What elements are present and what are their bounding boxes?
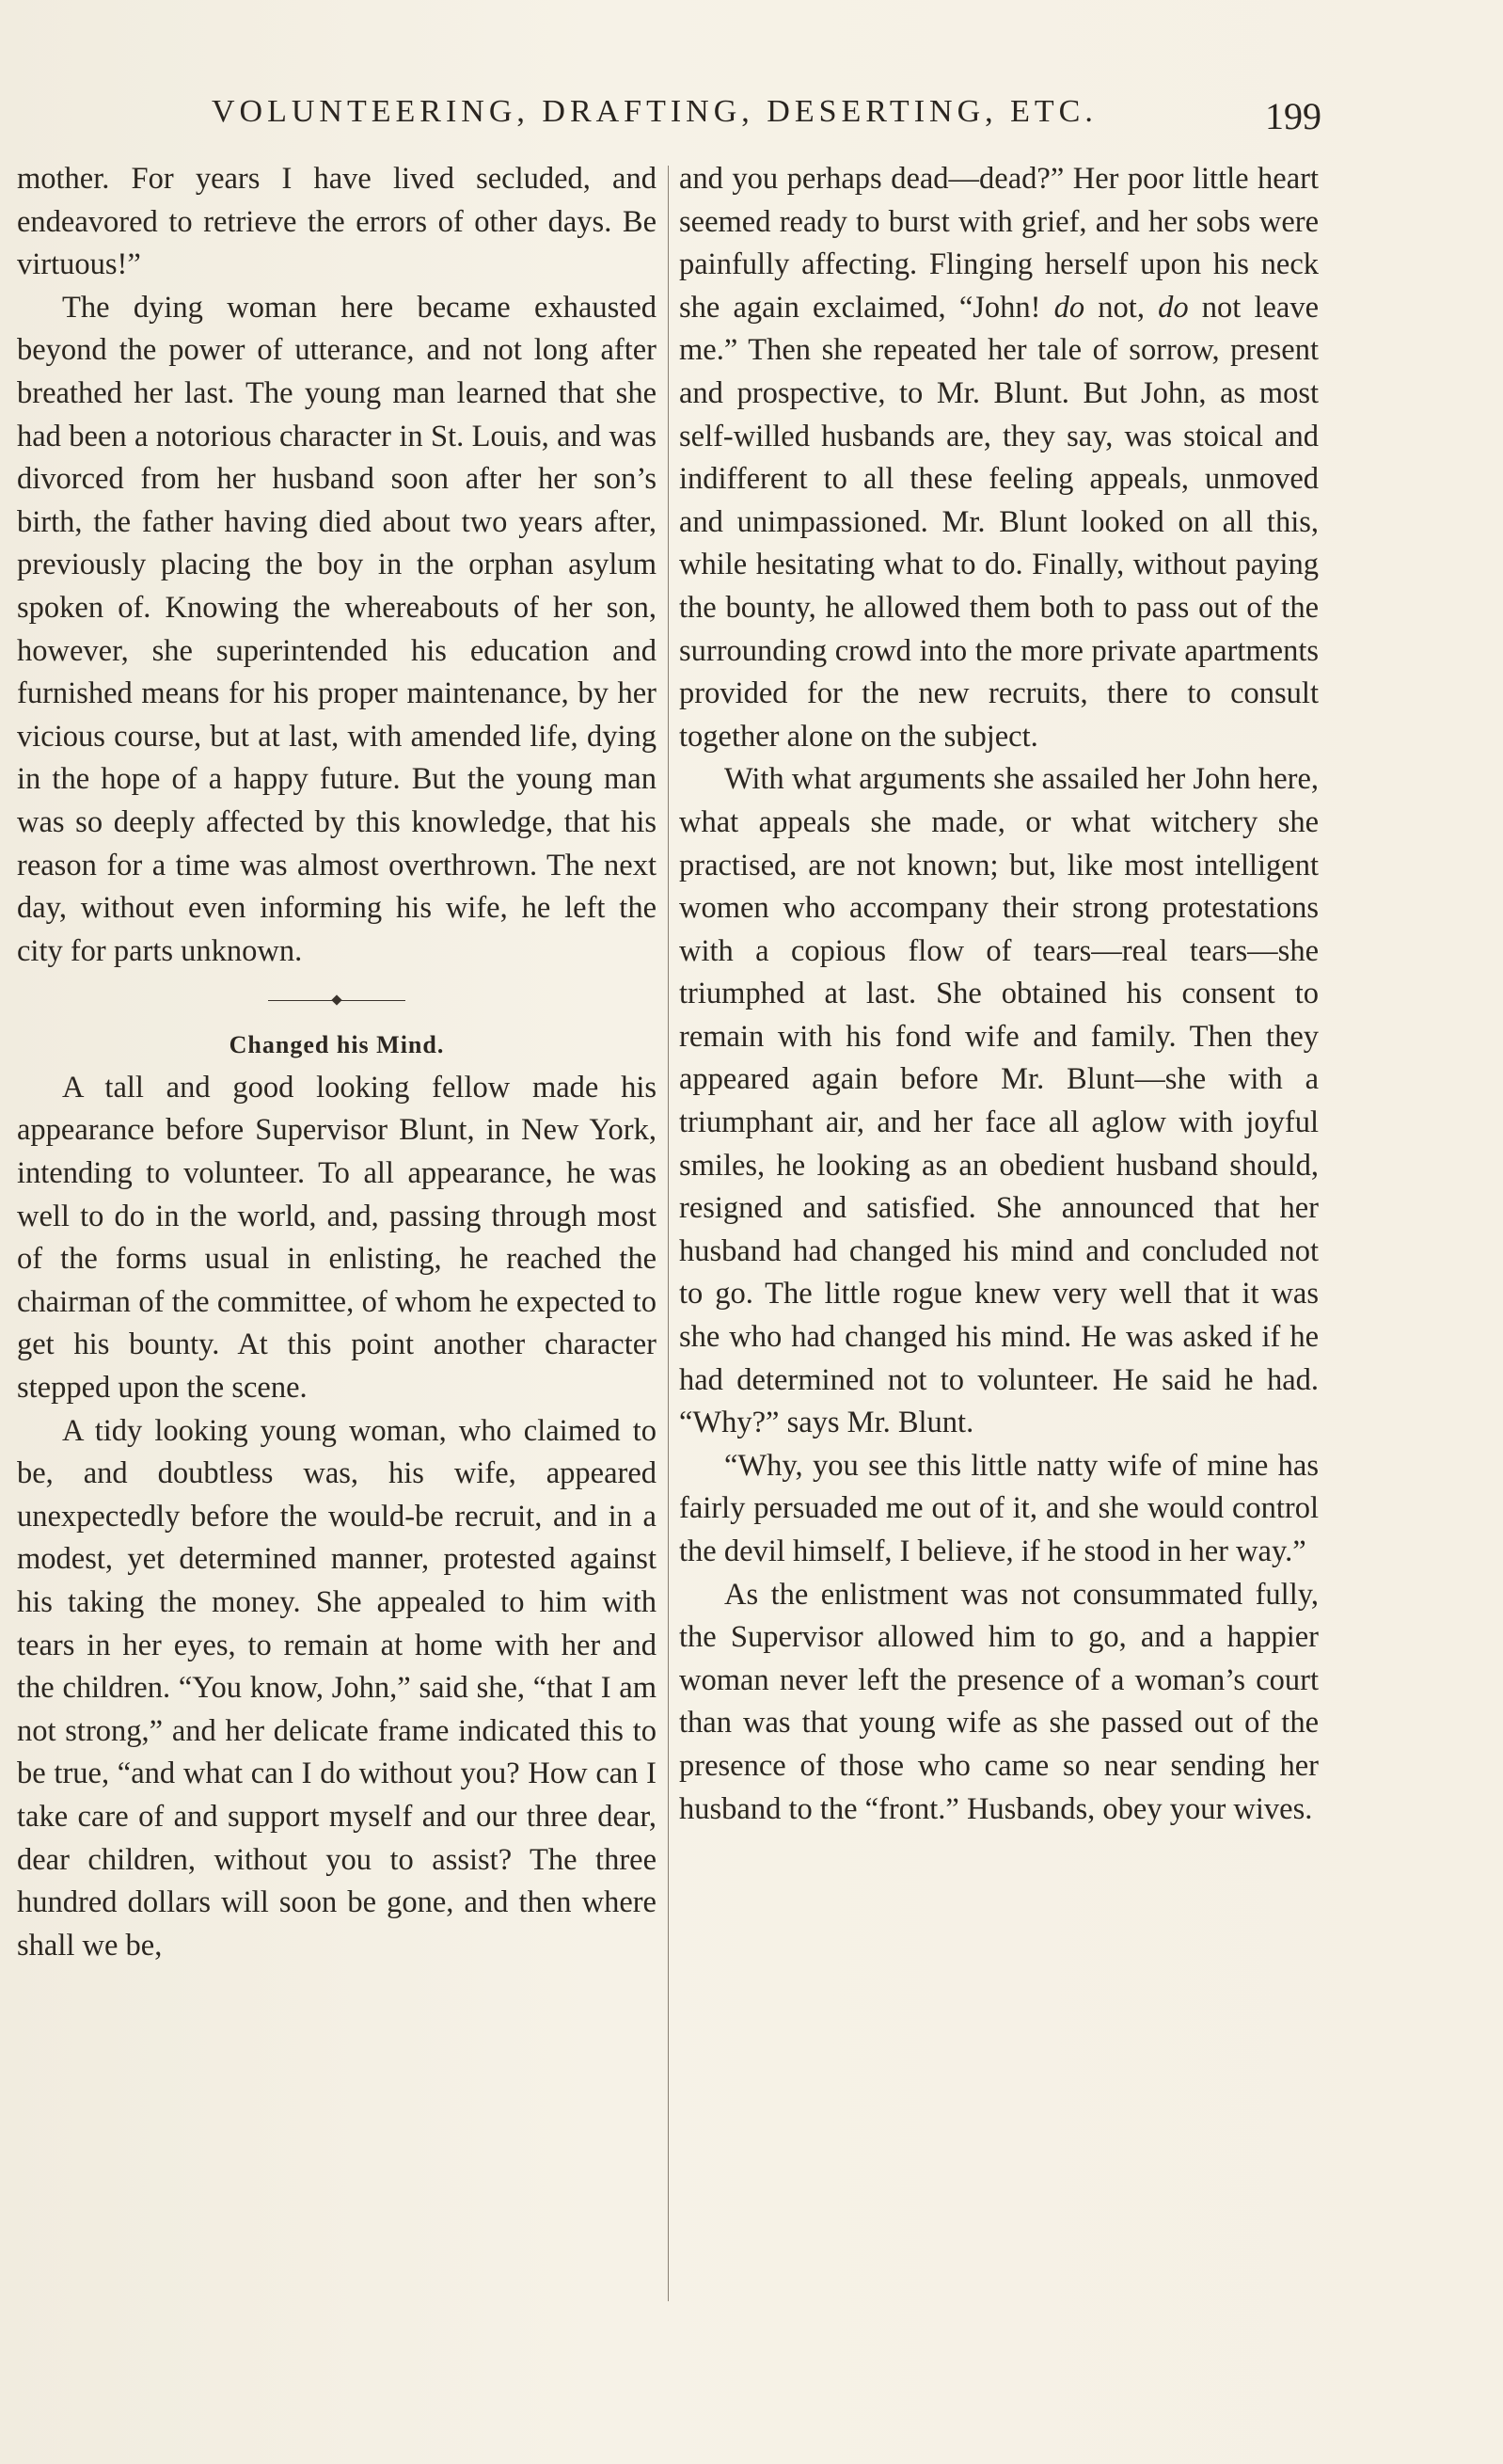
paragraph: A tall and good looking fellow made his appearance before Supervisor Blunt, in New York, intending to volunteer. To all appearance, he was well to do in the world, and, passing through most of the forms usual in enlisting, he reached the chairman of the committee, of whom he expected to get his bounty. At this point another character stepped upon the scene. (17, 1070, 657, 1406)
paragraph: With what arguments she assailed her John here, what appeals she made, or what witchery she practised, are not known; but, like most intelligent women who accompany their strong protestations with a copious flow of tears—real tears—she triumphed at last. She obtained his consent to remain with his fond wife and family. Then they appeared again before Mr. Blunt—she with a triumphant air, and her face all aglow with joyful smiles, he looking as an obedient husband should, resigned and satisfied. She announced that her husband had changed his mind and concluded not to go. The little rogue knew very well that it was she who had changed his mind. He was asked if he had determined not to volunteer. He said he had. “Why?” says Mr. Blunt. (679, 762, 1319, 1440)
text-run: not, (1098, 290, 1145, 325)
running-head (212, 94, 1321, 151)
text-run: not leave me.” Then she repeated her tale of sorrow, present and prospective, to Mr. Blunt. But John, as most self-willed husbands are, they say, was stoical and indifferent to all these feeling appeals, unmoved and unimpassioned. Mr. Blunt looked on all this, while hesitating what to do. Finally, without paying the bounty, he allowed them both to pass out of the surrounding crowd into the more private apartments provided for the new recruits, there to consult together alone on the subject. (679, 290, 1320, 754)
paragraph-continuation: mother. For years I have lived secluded, and endeavored to retrieve the errors of other days. Be virtuous!” (17, 162, 657, 282)
section-heading: Changed his Mind. (229, 1031, 445, 1059)
paragraph: A tidy looking young woman, who claimed to be, and doubtless was, his wife, appeared unexpectedly before the would-be recruit, and in a modest, yet determined manner, protested against his taking the money. She appealed to him with tears in her eyes, to remain at home with her and the children. “You know, John,” said she, “that I am not strong,” and her delicate frame indicated this to be true, “and what can I do without you? How can I take care of and support myself and our three dear, dear children, without you to assist? The three hundred dollars will soon be gone, and then where shall we be, (17, 1413, 657, 1963)
right-column (679, 158, 1319, 1831)
divider-line-right (340, 1000, 405, 1001)
emphasis: do (1158, 290, 1189, 325)
emphasis: do (1053, 290, 1085, 325)
running-title: VOLUNTEERING, DRAFTING, DESERTING, ETC. (212, 94, 1098, 129)
left-column (17, 158, 657, 1967)
paragraph-continuation (679, 158, 1319, 758)
column-rule (668, 166, 669, 2301)
paragraph: As the enlistment was not consummated fully, the Supervisor allowed him to go, and a happier woman never left the presence of a woman’s court than was that young wife as she passed out of the presence of those who came so near sending her husband to the “front.” Husbands, obey your wives. (679, 1577, 1319, 1826)
section-divider (17, 978, 657, 1022)
paragraph: The dying woman here became exhausted beyond the power of utterance, and not long after breathed her last. The young man learned that she had been a notorious character in St. Louis, and was divorced from her husband soon after her son’s birth, the father having died about two years after, previously placing the boy in the orphan asylum spoken of. Knowing the whereabouts of her son, however, she superintended his education and furnished means for his proper maintenance, by her vicious course, but at last, with amended life, dying in the hope of a happy future. But the young man was so deeply affected by this knowledge, that his reason for a time was almost overthrown. The next day, without even informing his wife, he left the city for parts unknown. (17, 290, 657, 968)
divider-ornament (331, 995, 341, 1006)
page-number: 199 (1265, 95, 1321, 137)
paragraph: “Why, you see this little natty wife of mine has fairly persuaded me out of it, and she would control the devil himself, I believe, if he stood in her way.” (679, 1448, 1319, 1568)
divider-line-left (268, 1000, 334, 1001)
text-run: and you perhaps dead—dead?” Her poor little heart seemed ready to burst with grief, and her sobs were painfully affecting. Flinging herself upon his neck she again exclaimed, “John! (679, 162, 1319, 325)
